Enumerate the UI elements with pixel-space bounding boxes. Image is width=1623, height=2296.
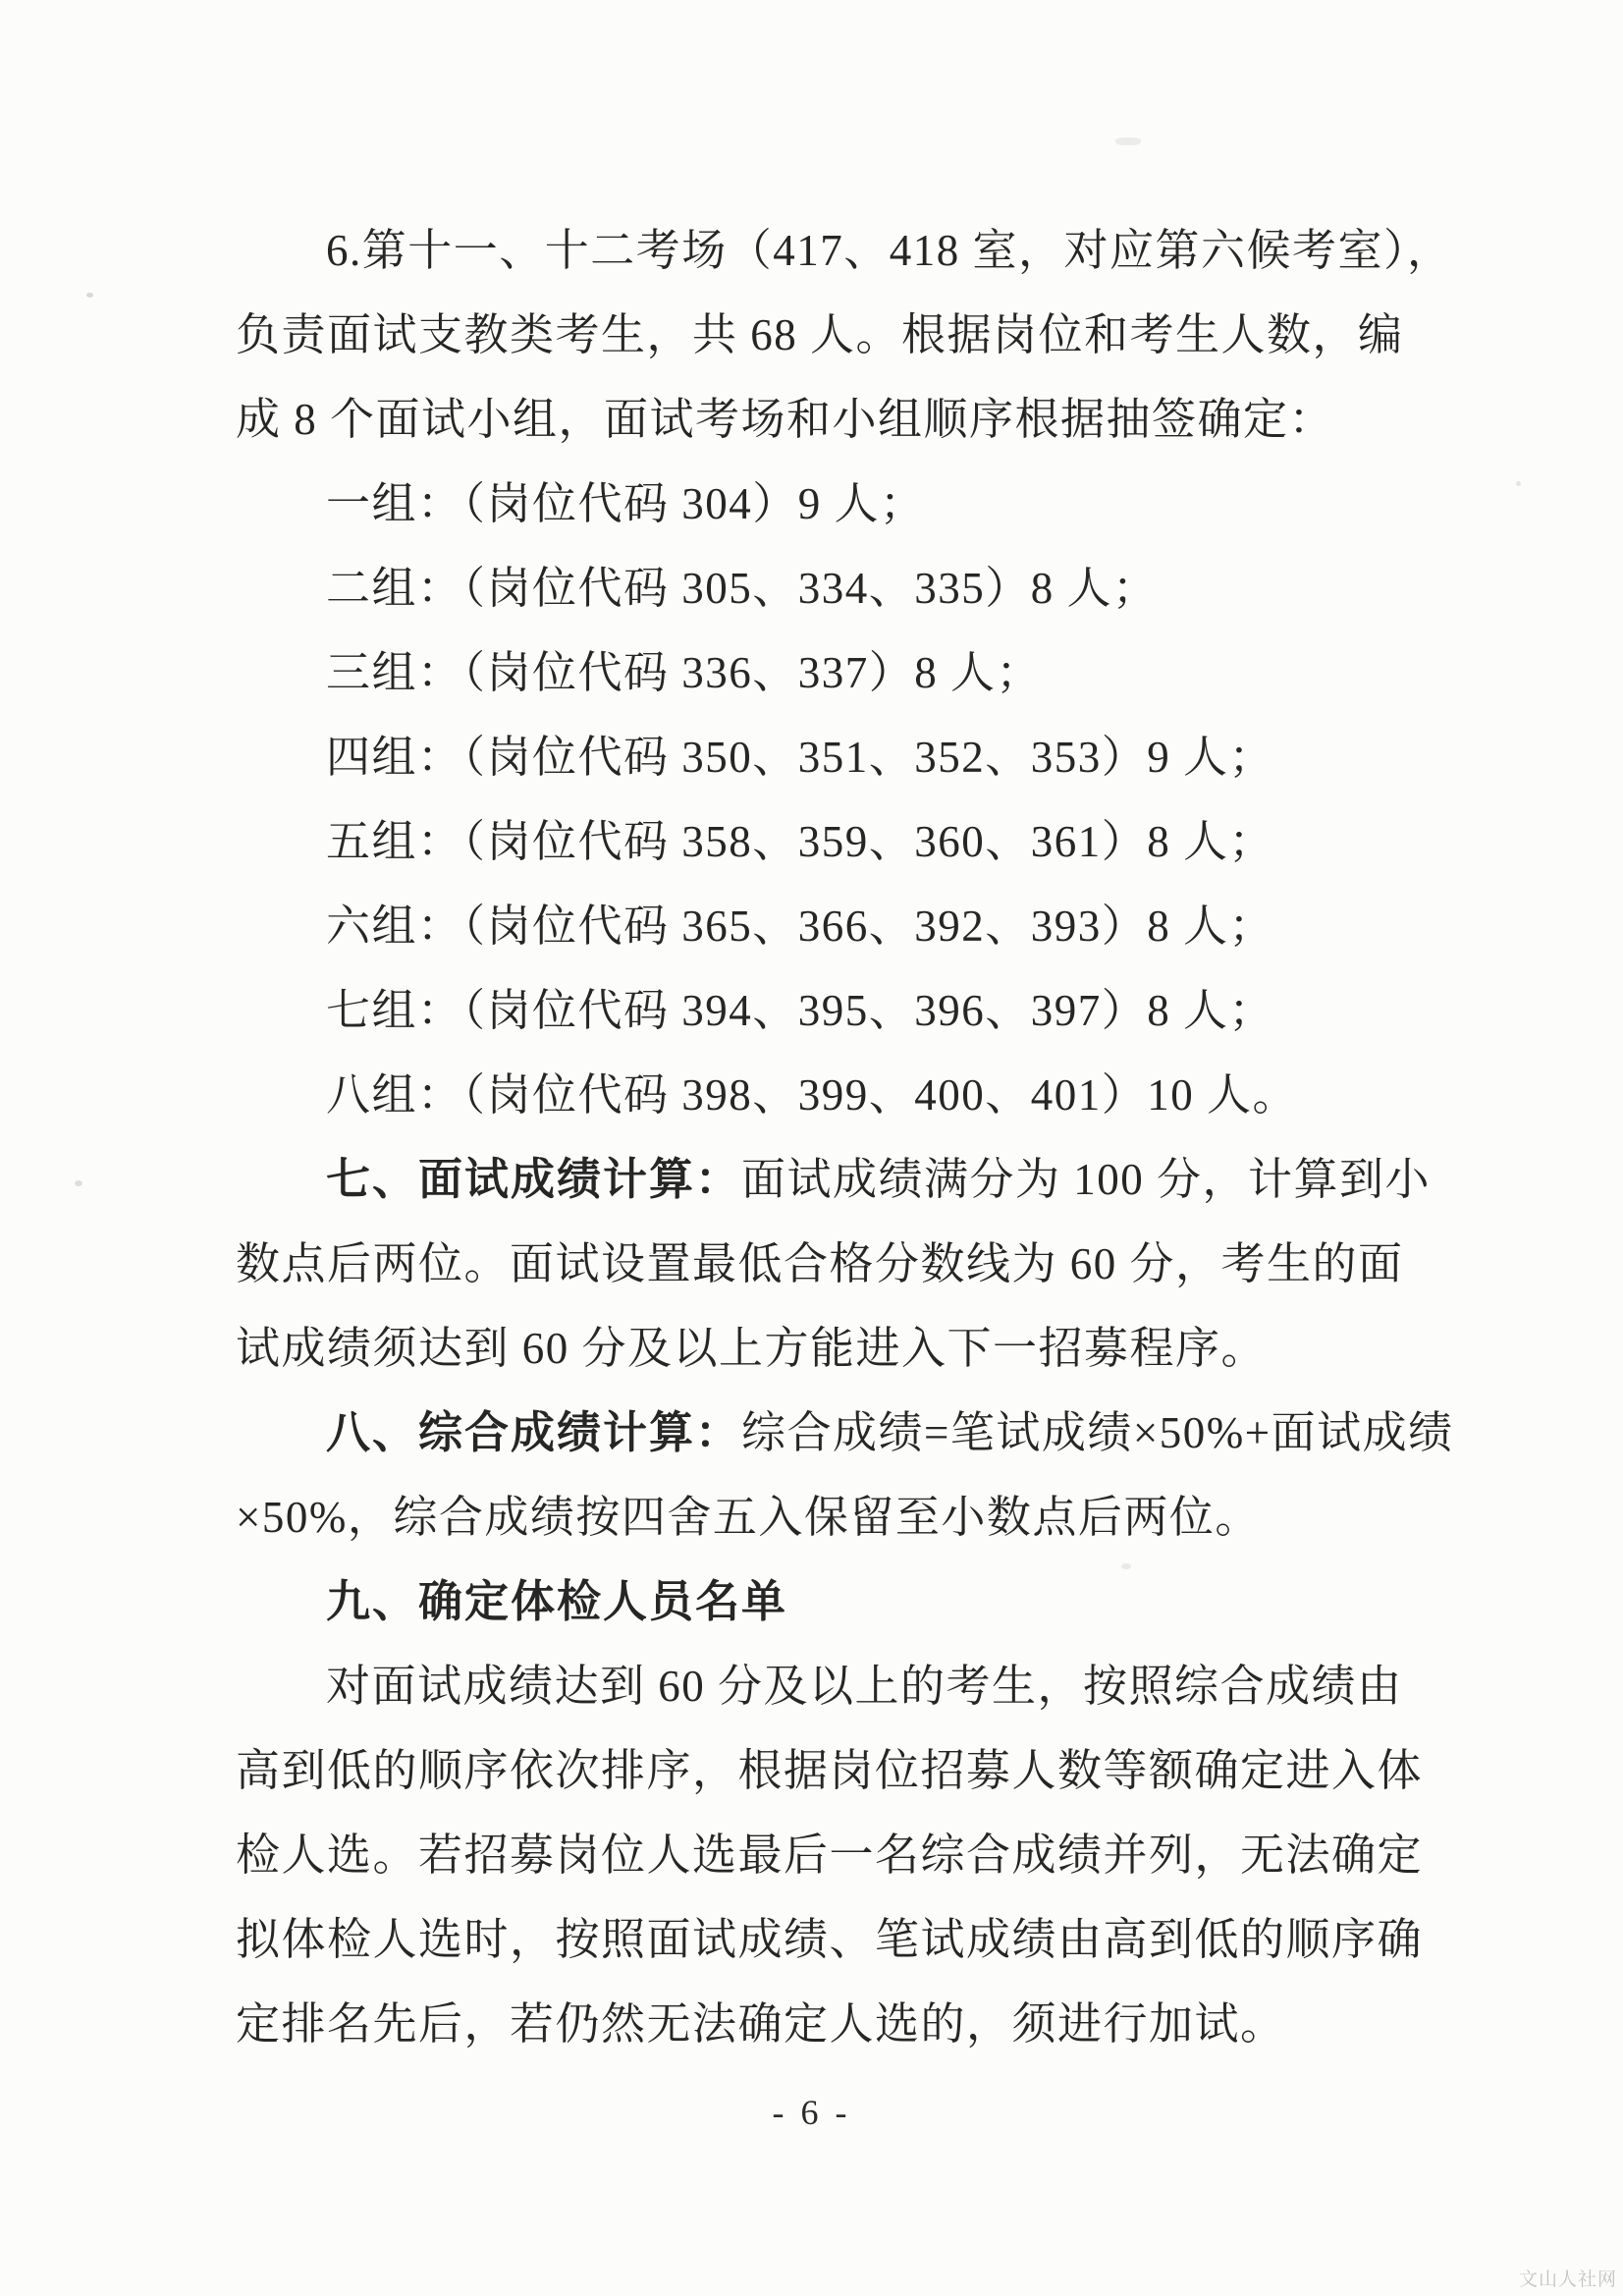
scan-speck: [1516, 481, 1521, 486]
section9-heading: 九、确定体检人员名单: [326, 1576, 788, 1626]
section7-heading: 七、面试成绩计算：: [326, 1154, 742, 1204]
group-line-4: 四组：（岗位代码 350、351、352、353）9 人；: [326, 733, 1275, 782]
para6-line-1: 6.第十一、十二考场（417、418 室，对应第六候考室），: [326, 226, 1453, 275]
group-line-2: 二组：（岗位代码 305、334、335）8 人；: [326, 564, 1159, 613]
group-line-7: 七组：（岗位代码 394、395、396、397）8 人；: [326, 986, 1275, 1035]
scan-speck: [1115, 137, 1141, 145]
section9-line-4: 拟体检人选时，按照面试成绩、笔试成绩由高到低的顺序确: [236, 1915, 1424, 1964]
page-number: - 6 -: [772, 2093, 851, 2132]
section9-line-3: 检人选。若招募岗位人选最后一名综合成绩并列，无法确定: [236, 1831, 1424, 1880]
section7-line-1-text: 面试成绩满分为 100 分，计算到小: [741, 1155, 1432, 1204]
para6-line-2: 负责面试支教类考生，共 68 人。根据岗位和考生人数，编: [236, 310, 1404, 359]
scan-speck: [86, 293, 93, 298]
section9-line-1: 对面试成绩达到 60 分及以上的考生，按照综合成绩由: [326, 1662, 1403, 1711]
scan-speck: [75, 1180, 82, 1186]
section7-line-3: 试成绩须达到 60 分及以上方能进入下一招募程序。: [236, 1324, 1268, 1373]
para6-line-3: 成 8 个面试小组，面试考场和小组顺序根据抽签确定：: [236, 395, 1335, 444]
section8-heading: 八、综合成绩计算：: [326, 1407, 742, 1457]
group-line-1: 一组：（岗位代码 304）9 人；: [326, 479, 926, 528]
group-line-8: 八组：（岗位代码 398、399、400、401）10 人。: [326, 1070, 1299, 1120]
section8-line-2: ×50%，综合成绩按四舍五入保留至小数点后两位。: [236, 1493, 1261, 1542]
group-line-5: 五组：（岗位代码 358、359、360、361）8 人；: [326, 817, 1275, 866]
group-line-6: 六组：（岗位代码 365、366、392、393）8 人；: [326, 902, 1275, 951]
scan-speck: [1121, 1563, 1131, 1569]
section7-line-1: [236, 1137, 1432, 1222]
section7-line-2: 数点后两位。面试设置最低合格分数线为 60 分，考生的面: [236, 1239, 1404, 1288]
section9-line-2: 高到低的顺序依次排序，根据岗位招募人数等额确定进入体: [236, 1746, 1424, 1795]
section9-line-5: 定排名先后，若仍然无法确定人选的，须进行加试。: [236, 1999, 1286, 2049]
group-line-3: 三组：（岗位代码 336、337）8 人；: [326, 648, 1043, 697]
section8-line-1: [236, 1391, 1454, 1475]
watermark-text: 文山人社网: [1518, 2269, 1617, 2290]
document-body: [236, 208, 1454, 2066]
section8-line-1-text: 综合成绩=笔试成绩×50%+面试成绩: [741, 1408, 1454, 1457]
